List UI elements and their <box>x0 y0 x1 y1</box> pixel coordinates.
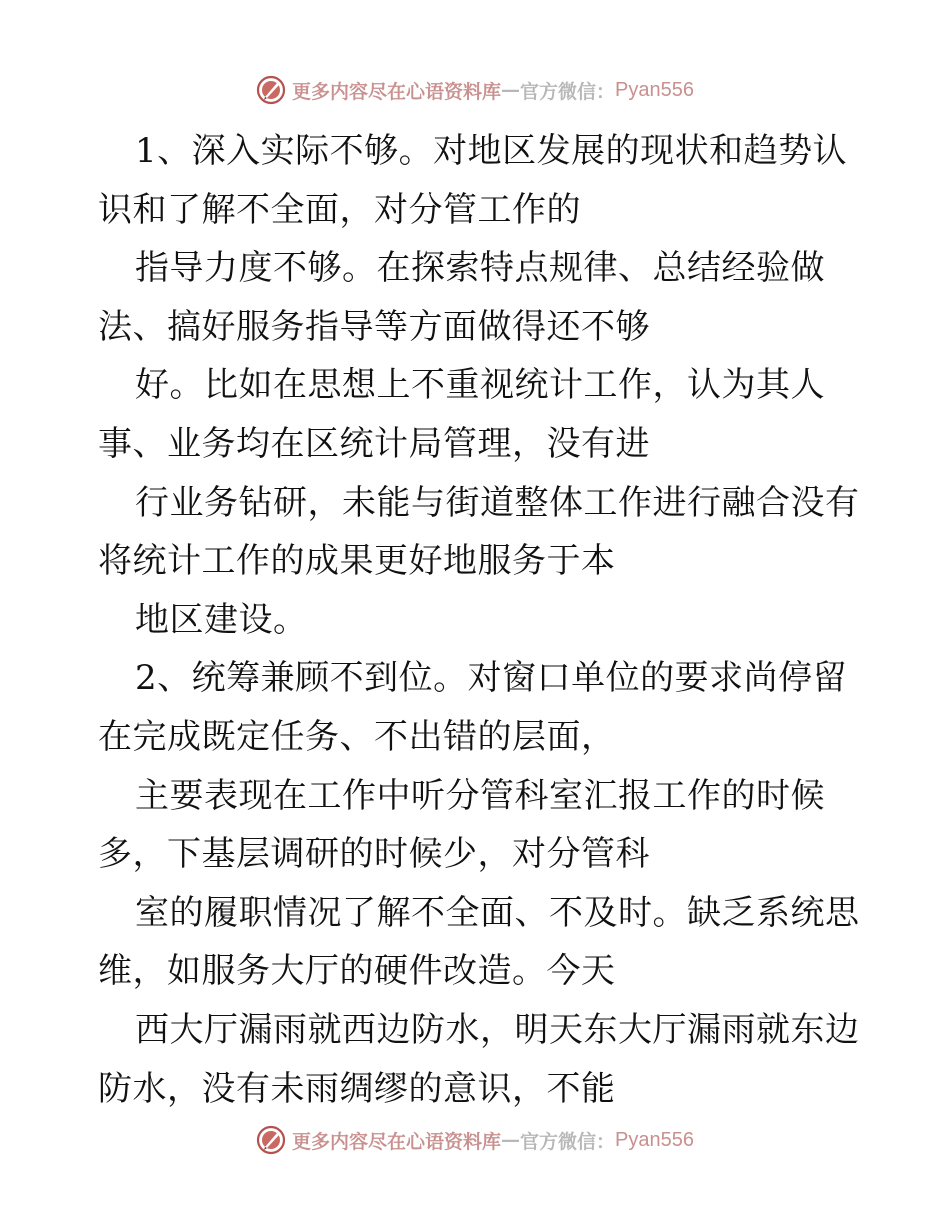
watermark-separator: — <box>501 79 521 101</box>
header-watermark <box>0 70 950 110</box>
watermark-sub-text: 官方微信： <box>520 1130 616 1153</box>
text-line: 事、业务均在区统计局管理，没有进 <box>98 423 650 464</box>
text-line: 指导力度不够。在探索特点规律、总结经验做 <box>135 248 825 289</box>
text-line: 行业务钻研，未能与街道整体工作进行融合没有 <box>135 482 860 523</box>
text-line: 2、统筹兼顾不到位。对窗口单位的要求尚停留 <box>135 658 848 699</box>
watermark-main-text: 更多内容尽在心语资料库 <box>292 1130 502 1153</box>
text-line: 主要表现在工作中听分管科室汇报工作的时候 <box>135 775 825 816</box>
watermark-wechat-id: Pyan556 <box>615 78 694 101</box>
document-body <box>98 122 868 1118</box>
text-line: 1、深入实际不够。对地区发展的现状和趋势认 <box>135 131 848 171</box>
watermark-main-text: 更多内容尽在心语资料库 <box>292 80 502 103</box>
text-line: 法、搞好服务指导等方面做得还不够 <box>98 306 650 347</box>
text-line: 防水，没有未雨绸缪的意识，不能 <box>98 1068 616 1109</box>
text-line: 维，如服务大厅的硬件改造。今天 <box>98 951 616 992</box>
text-line: 在完成既定任务、不出错的层面， <box>98 716 616 757</box>
watermark-sub-text: 官方微信： <box>520 80 616 103</box>
pen-nib-circle-logo-icon <box>256 75 286 105</box>
text-line: 好。比如在思想上不重视统计工作，认为其人 <box>135 365 825 406</box>
text-line: 地区建设。 <box>135 599 308 640</box>
text-line: 识和了解不全面，对分管工作的 <box>98 189 581 230</box>
watermark-wechat-id: Pyan556 <box>615 1128 694 1151</box>
text-line: 多，下基层调研的时候少，对分管科 <box>98 834 650 875</box>
pen-nib-circle-logo-icon <box>256 1125 286 1155</box>
watermark-separator: — <box>501 1129 521 1151</box>
text-line: 室的履职情况了解不全面、不及时。缺乏系统思 <box>135 892 860 933</box>
text-line: 西大厅漏雨就西边防水，明天东大厅漏雨就东边 <box>135 1009 860 1050</box>
footer-watermark <box>0 1120 950 1160</box>
text-line: 将统计工作的成果更好地服务于本 <box>98 541 616 582</box>
